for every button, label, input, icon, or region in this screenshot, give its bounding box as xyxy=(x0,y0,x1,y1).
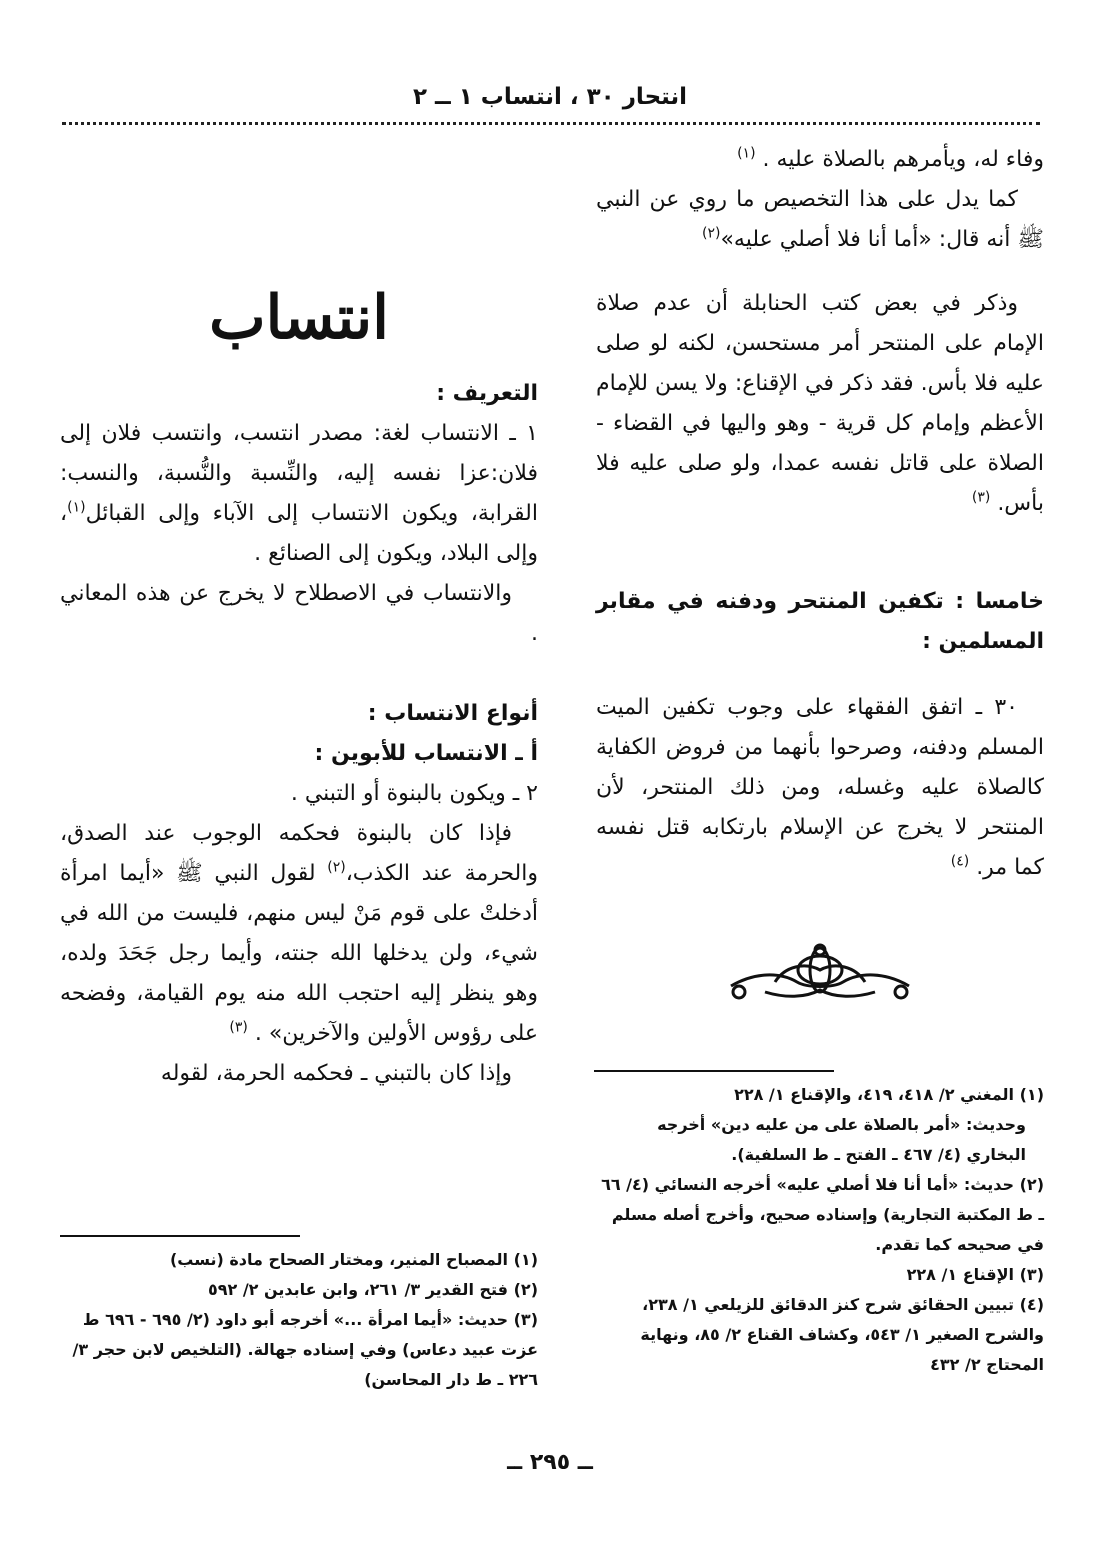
section-heading: خامسا : تكفين المنتحر ودفنه في مقابر المسلمين : xyxy=(596,589,1044,654)
paragraph-text: ٣٠ ـ اتفق الفقهاء على وجوب تكفين الميت المسلم ودفنه، وصرحوا بأنهما من فروض الكفاية كالصلاة عليه وغسله، ومن ذلك المنتحر، لأن المنتحر لا يخرج عن الإسلام بارتكابه قتل نفسه كما مر. xyxy=(596,695,1044,880)
paragraph-text: فإذا كان بالبنوة فحكمه الوجوب عند الصدق، والحرمة عند الكذب، xyxy=(60,821,538,886)
entry-title: انتساب xyxy=(209,283,389,353)
footnote-ref: (٢) xyxy=(327,859,346,876)
definition-heading: التعريف : xyxy=(436,381,538,406)
paragraph-continuation xyxy=(596,140,1044,180)
running-head: انتحار ٣٠ ، انتساب ١ ــ ٢ xyxy=(412,84,688,110)
footnote-4: (٤) تبيين الحقائق شرح كنز الدقائق للزيلعي ١/ ٢٣٨، والشرح الصغير ١/ ٥٤٣، وكشاف القناع ٢/ ٨٥، ونهاية المحتاج ٢/ ٤٣٢ xyxy=(640,1295,1044,1374)
left-column xyxy=(60,140,538,1094)
footnote-3: (٣) حديث: «أيما امرأة ...» أخرجه أبو داود (٢/ ٦٩٥ - ٦٩٦ ط عزت عبيد دعاس) وفي إسناده جهالة. (التلخيص لابن حجر ٣/ ٢٢٦ ـ ط دار المحاسن) xyxy=(72,1310,538,1389)
definition-paragraph xyxy=(60,414,538,574)
footnotes-left xyxy=(60,1235,538,1395)
footnote-rule xyxy=(594,1070,834,1072)
paragraph-30 xyxy=(596,688,1044,888)
footnote-ref: (٢) xyxy=(701,225,721,242)
footnote-2: (٢) فتح القدير ٣/ ٢٦١، وابن عابدين ٢/ ٥٩٢ xyxy=(207,1280,538,1299)
footnote-1: (١) المغني ٢/ ٤١٨، ٤١٩، والإقناع ١/ ٢٢٨ xyxy=(734,1085,1044,1104)
footnote-ref: (١) xyxy=(67,499,86,516)
ruling-paragraph xyxy=(60,814,538,1054)
footnote-2: (٢) حديث: «أما أنا فلا أصلي عليه» أخرجه النسائي (٤/ ٦٦ ـ ط المكتبة التجارية) وإسناده صحيح، وأخرج أصله مسلم في صحيحه كما تقدم. xyxy=(601,1175,1044,1254)
page-number: ــ ٢٩٥ ــ xyxy=(507,1450,593,1475)
ornament-divider-icon xyxy=(725,942,915,1004)
footnote-1-continued: وحديث: «أمر بالصلاة على من عليه دين» أخرجه البخاري (٤/ ٤٦٧ ـ الفتح ـ ط السلفية). xyxy=(657,1115,1026,1164)
footnote-rule xyxy=(60,1235,300,1237)
paragraph-text: وذكر في بعض كتب الحنابلة أن عدم صلاة الإمام على المنتحر أمر مستحسن، لكنه لو صلى عليه فلا بأس. فقد ذكر في الإقناع: ولا يسن للإمام الأعظم وإمام كل قرية - وهو واليها في القضاء - الصلاة على قاتل نفسه عمدا، ولو صلى عليه فلا بأس. xyxy=(596,291,1044,516)
footnote-ref: (٤) xyxy=(950,853,970,870)
header-dotted-rule xyxy=(62,122,1040,125)
footnote-ref: (١) xyxy=(737,145,756,162)
footnote-3: (٣) الإقناع ١/ ٢٢٨ xyxy=(906,1265,1044,1284)
paragraph-hanabila xyxy=(596,284,1044,524)
paragraph-hadith xyxy=(596,180,1044,260)
footnotes-right xyxy=(594,1070,1044,1380)
paragraph-text: وفاء له، ويأمرهم بالصلاة عليه . xyxy=(762,147,1044,172)
footnote-ref: (٣) xyxy=(229,1019,248,1036)
subtype-heading: أ ـ الانتساب للأبوين : xyxy=(314,741,538,766)
paragraph-2: ٢ ـ ويكون بالبنوة أو التبني . xyxy=(290,781,538,806)
paragraph-text: كما يدل على هذا التخصيص ما روي عن النبي ﷺ أنه قال: «أما أنا فلا أصلي عليه» xyxy=(596,187,1044,252)
paragraph-text: ، وإلى البلاد، ويكون إلى الصنائع . xyxy=(60,501,538,566)
footnote-1: (١) المصباح المنير، ومختار الصحاح مادة (نسب) xyxy=(169,1250,538,1269)
right-column xyxy=(596,140,1044,1004)
adoption-paragraph: وإذا كان بالتبني ـ فحكمه الحرمة، لقوله xyxy=(160,1061,512,1086)
terminology-paragraph: والانتساب في الاصطلاح لا يخرج عن هذه المعاني . xyxy=(60,581,538,646)
paragraph-text: ١ ـ الانتساب لغة: مصدر انتسب، وانتسب فلان إلى فلان:عزا نفسه إليه، والنِّسبة والنُّسبة، والنسب: القرابة، ويكون الانتساب إلى الآباء وإلى القبائل xyxy=(60,421,538,526)
footnote-ref: (٣) xyxy=(971,489,991,506)
types-heading: أنواع الانتساب : xyxy=(367,701,538,726)
paragraph-text: لقول النبي ﷺ «أيما امرأة أدخلتْ على قوم مَنْ ليس منهم، فليست من الله في شيء، ولن يدخلها الله جنته، وأيما رجل جَحَدَ ولده، وهو ينظر إليه احتجب الله منه يوم القيامة، وفضحه على رؤوس الأولين والآخرين» . xyxy=(60,861,538,1046)
